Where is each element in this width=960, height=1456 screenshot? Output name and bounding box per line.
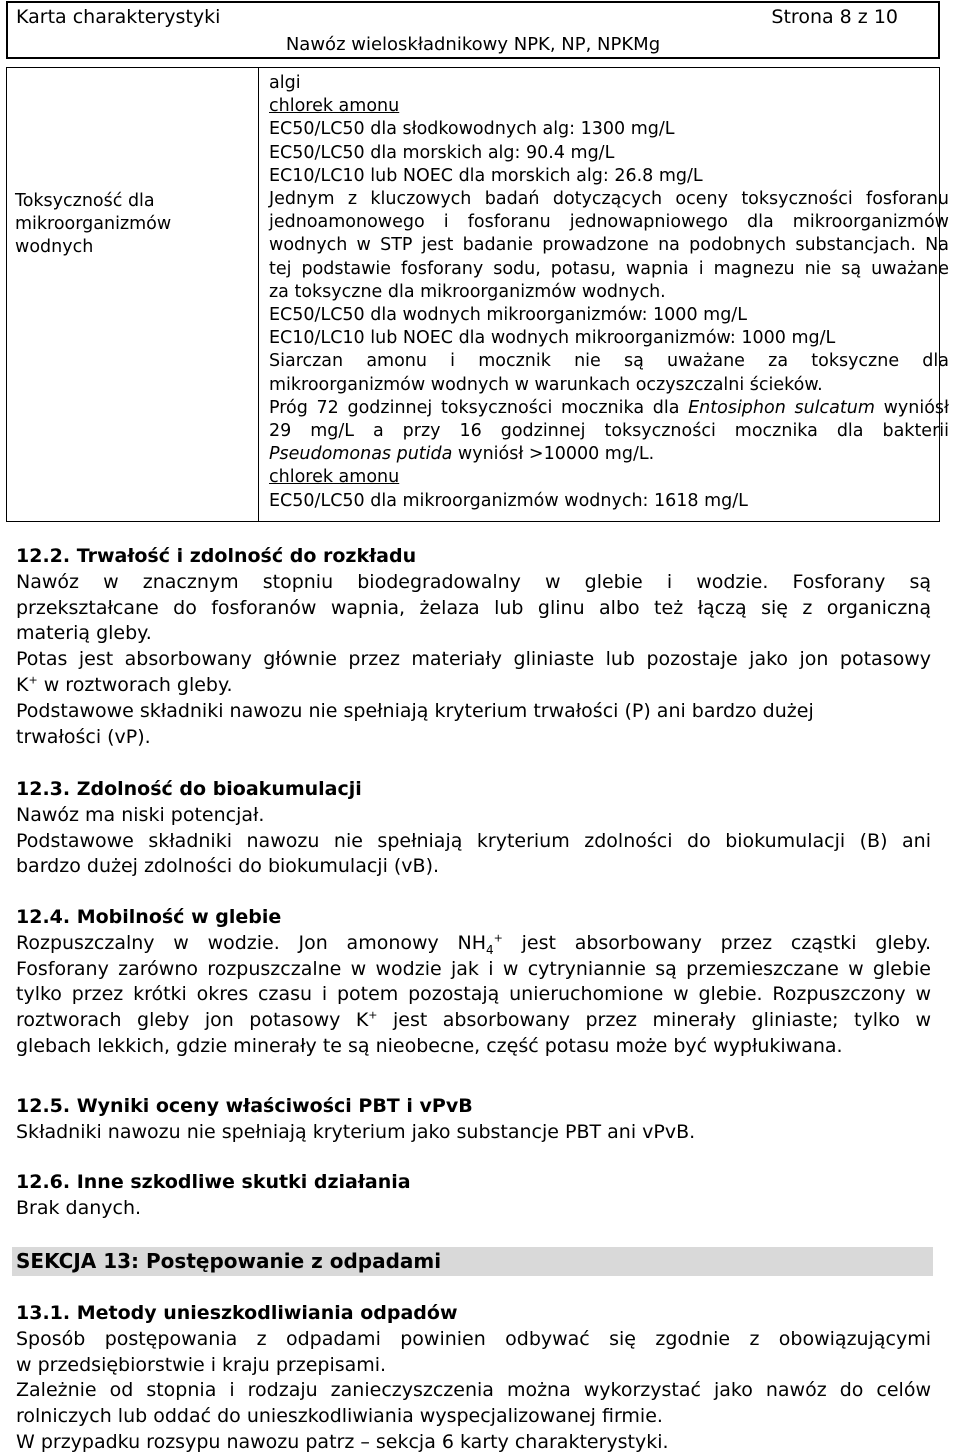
page-number: Strona 8 z 10 xyxy=(771,6,898,28)
substance-name: chlorek amonu xyxy=(269,96,400,117)
page-header xyxy=(6,1,940,59)
text-line: przekształcane do fosforanów wapnia, żelaza lub glinu albo też łączą się z organiczną xyxy=(16,596,931,619)
section-13-title: SEKCJA 13: Postępowanie z odpadami xyxy=(12,1247,933,1276)
data-line: EC50/LC50 dla wodnych mikroorganizmów: 1000 mg/L xyxy=(269,305,747,326)
text-line: rolniczych lub oddać do unieszkodliwiania wyspecjalizowanej firmie. xyxy=(16,1405,663,1428)
section-heading: 12.4. Mobilność w glebie xyxy=(16,906,282,928)
section-heading: 12.3. Zdolność do bioakumulacji xyxy=(16,778,362,800)
paragraph-line: Pseudomonas putida wyniósł >10000 mg/L. xyxy=(269,444,655,465)
toxicity-data-cell xyxy=(269,72,949,513)
data-line: algi xyxy=(269,73,301,93)
label-line: mikroorganizmów xyxy=(15,214,172,234)
label-line: Toksyczność dla xyxy=(15,191,155,211)
paragraph-line: tej podstawie fosforany sodu, potasu, wapnia i magnezu nie są uważane xyxy=(269,258,949,279)
paragraph-line: 29 mg/L a przy 16 godzinnej toksyczności mocznika dla bakterii xyxy=(269,421,949,442)
text-line: Składniki nawozu nie spełniają kryterium jako substancje PBT ani vPvB. xyxy=(16,1120,696,1143)
text-line: Potas jest absorbowany głównie przez materiały gliniaste lub pozostaje jako jon potasowy xyxy=(16,648,931,671)
paragraph-line: mikroorganizmów wodnych w warunkach oczyszczalni ścieków. xyxy=(269,374,823,395)
data-line: EC50/LC50 dla mikroorganizmów wodnych: 1618 mg/L xyxy=(269,490,748,511)
paragraph-line: Siarczan amonu i mocznik nie są uważane za toksyczne dla xyxy=(269,351,949,372)
text-line: Zależnie od stopnia i rodzaju zanieczyszczenia można wykorzystać jako nawóz do celów xyxy=(16,1379,931,1402)
section-12-6 xyxy=(16,1170,931,1222)
text-line: W przypadku rozsypu nawozu patrz – sekcja 6 karty charakterystyki. xyxy=(16,1430,669,1453)
text-line: Sposób postępowania z odpadami powinien odbywać się zgodnie z obowiązującymi xyxy=(16,1327,931,1350)
text-line: Nawóz w znacznym stopniu biodegradowalny w glebie i wodzie. Fosforany są xyxy=(16,570,931,593)
text-line: Brak danych. xyxy=(16,1196,142,1219)
text-line: Nawóz ma niski potencjał. xyxy=(16,803,265,826)
toxicity-label-cell xyxy=(15,190,250,259)
toxicity-table xyxy=(6,67,949,522)
section-13-1 xyxy=(16,1301,931,1456)
product-name: Nawóz wieloskładnikowy NPK, NP, NPKMg xyxy=(285,34,661,55)
text-line: K+ w roztworach gleby. xyxy=(16,673,233,696)
paragraph-line: wodnych w STP jest badanie prowadzone na podobnych substancjach. Na xyxy=(269,235,949,256)
section-12-5 xyxy=(16,1094,931,1146)
text-line: Fosforany zarówno rozpuszczalne w wodzie jak i w cytryniannie są przemieszczane w glebie xyxy=(16,957,931,980)
data-line: EC10/LC10 lub NOEC dla morskich alg: 26.8 mg/L xyxy=(269,165,703,186)
section-12-3 xyxy=(16,777,931,880)
label-line: wodnych xyxy=(15,237,94,257)
document-title: Karta charakterystyki xyxy=(16,6,221,28)
text-line: trwałości (vP). xyxy=(16,725,151,748)
paragraph-line: Próg 72 godzinnej toksyczności mocznika dla Entosiphon sulcatum wyniósł xyxy=(269,397,949,418)
text-line: Podstawowe składniki nawozu nie spełniają kryterium zdolności do biokumulacji (B) ani xyxy=(16,829,931,852)
section-heading: 12.6. Inne szkodliwe skutki działania xyxy=(16,1171,411,1193)
species-name: Entosiphon sulcatum xyxy=(688,397,875,418)
data-line: EC10/LC10 lub NOEC dla wodnych mikroorganizmów: 1000 mg/L xyxy=(269,328,836,349)
text-line: w przedsiębiorstwie i kraju przepisami. xyxy=(16,1353,387,1376)
paragraph-line: za toksyczne dla mikroorganizmów wodnych. xyxy=(269,281,666,302)
section-heading: 12.5. Wyniki oceny właściwości PBT i vPvB xyxy=(16,1095,473,1117)
paragraph-line: jednoamonowego i fosforanu jednowapniowego dla mikroorganizmów xyxy=(269,212,949,233)
section-12-4 xyxy=(16,905,931,1060)
data-line: EC50/LC50 dla morskich alg: 90.4 mg/L xyxy=(269,142,615,163)
data-line: EC50/LC50 dla słodkowodnych alg: 1300 mg/L xyxy=(269,119,675,140)
text-line: glebach lekkich, gdzie minerały te są nieobecne, część potasu może być wypłukiwana. xyxy=(16,1034,843,1057)
text-line: bardzo dużej zdolności do biokumulacji (vB). xyxy=(16,855,440,878)
text-line: roztworach gleby jon potasowy K+ jest absorbowany przez minerały gliniaste; tylko w xyxy=(16,1008,931,1032)
paragraph-line: Jednym z kluczowych badań dotyczących oceny toksyczności fosforanu xyxy=(269,189,949,210)
substance-name: chlorek amonu xyxy=(269,467,400,488)
section-12-2 xyxy=(16,544,931,750)
table-divider xyxy=(258,68,259,521)
text-line: Rozpuszczalny w wodzie. Jon amonowy $NH_4^+$ jest absorbowany przez cząstki gleby. xyxy=(16,931,931,957)
text-line: materią gleby. xyxy=(16,622,152,645)
species-name: Pseudomonas putida xyxy=(269,444,453,465)
text-line: Podstawowe składniki nawozu nie spełniają kryterium trwałości (P) ani bardzo dużej xyxy=(16,699,814,722)
section-heading: 12.2. Trwałość i zdolność do rozkładu xyxy=(16,545,417,567)
text-line: tylko przez krótki okres czasu i potem pozostają unieruchomione w glebie. Rozpuszczony w xyxy=(16,983,931,1006)
section-heading: 13.1. Metody unieszkodliwiania odpadów xyxy=(16,1302,458,1324)
